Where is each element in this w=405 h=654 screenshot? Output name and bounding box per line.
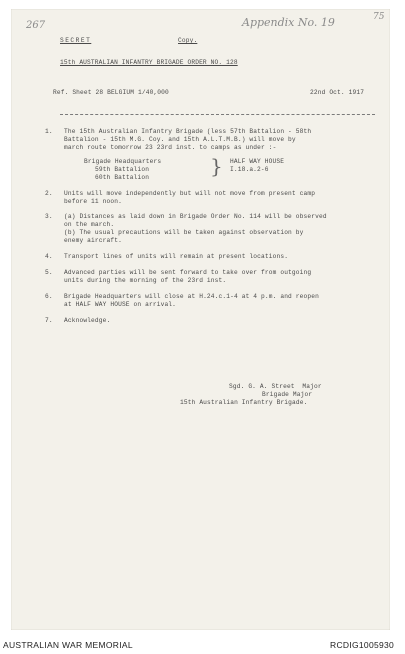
paragraph-line: Transport lines of units will remain at present locations. <box>64 253 289 260</box>
brace-icon: } <box>210 154 223 178</box>
handwritten-ref-number: 267 <box>26 20 46 31</box>
paragraph-line: The 15th Australian Infantry Brigade (less 57th Battalion - 58th <box>64 128 312 135</box>
handwritten-page-number: 75 <box>373 12 385 22</box>
footer-catalog-id: RCDIG1005930 <box>330 640 395 650</box>
paragraph-line: Acknowledge. <box>64 317 111 324</box>
camp-location: I.18.a.2-6 <box>230 166 269 173</box>
paragraph-number: 7. <box>45 317 53 324</box>
paragraph-number: 1. <box>45 128 53 135</box>
paragraph-number: 2. <box>45 190 53 197</box>
footer-institution: AUSTRALIAN WAR MEMORIAL <box>3 640 133 650</box>
paragraph-number: 3. <box>45 213 53 220</box>
paragraph-line: (a) Distances as laid down in Brigade Order No. 114 will be observed <box>64 213 327 220</box>
separator-rule <box>60 114 375 115</box>
classification-label: SECRET <box>60 37 92 44</box>
camp-unit: 59th Battalion <box>95 166 150 173</box>
paragraph-line: Brigade Headquarters will close at H.24.c.1-4 at 4 p.m. and reopen <box>64 293 319 300</box>
map-reference: Ref. Sheet 28 BELGIUM 1/40,000 <box>53 89 169 96</box>
paragraph-line: units during the morning of the 23rd inst. <box>64 277 227 284</box>
signature-name: Sgd. G. A. Street Major <box>229 383 322 390</box>
handwritten-appendix-note: Appendix No. 19 <box>242 16 335 29</box>
paragraph-number: 4. <box>45 253 53 260</box>
order-date: 22nd Oct. 1917 <box>310 89 365 96</box>
paragraph-number: 5. <box>45 269 53 276</box>
paragraph-line: march route tomorrow 23 23rd inst. to camps as under :- <box>64 144 277 151</box>
camp-unit: Brigade Headquarters <box>84 158 162 165</box>
paragraph-number: 6. <box>45 293 53 300</box>
paragraph-line: at HALF WAY HOUSE on arrival. <box>64 301 177 308</box>
camp-location: HALF WAY HOUSE <box>230 158 285 165</box>
paragraph-line: Battalion - 15th M.G. Coy. and 15th A.L.T.M.B.) will move by <box>64 136 296 143</box>
paragraph-line: before 11 noon. <box>64 198 122 205</box>
signature-title: Brigade Major <box>262 391 313 398</box>
paragraph-line: on the march. <box>64 221 115 228</box>
copy-label: Copy. <box>178 37 198 44</box>
paragraph-line: Advanced parties will be sent forward to take over from outgoing <box>64 269 312 276</box>
camp-unit: 60th Battalion <box>95 174 150 181</box>
signature-unit: 15th Australian Infantry Brigade. <box>180 399 308 406</box>
paragraph-line: enemy aircraft. <box>64 237 122 244</box>
paragraph-line: Units will move independently but will not move from present camp <box>64 190 316 197</box>
order-title: 15th AUSTRALIAN INFANTRY BRIGADE ORDER NO. 128 <box>60 59 238 66</box>
paragraph-line: (b) The usual precautions will be taken against observation by <box>64 229 304 236</box>
